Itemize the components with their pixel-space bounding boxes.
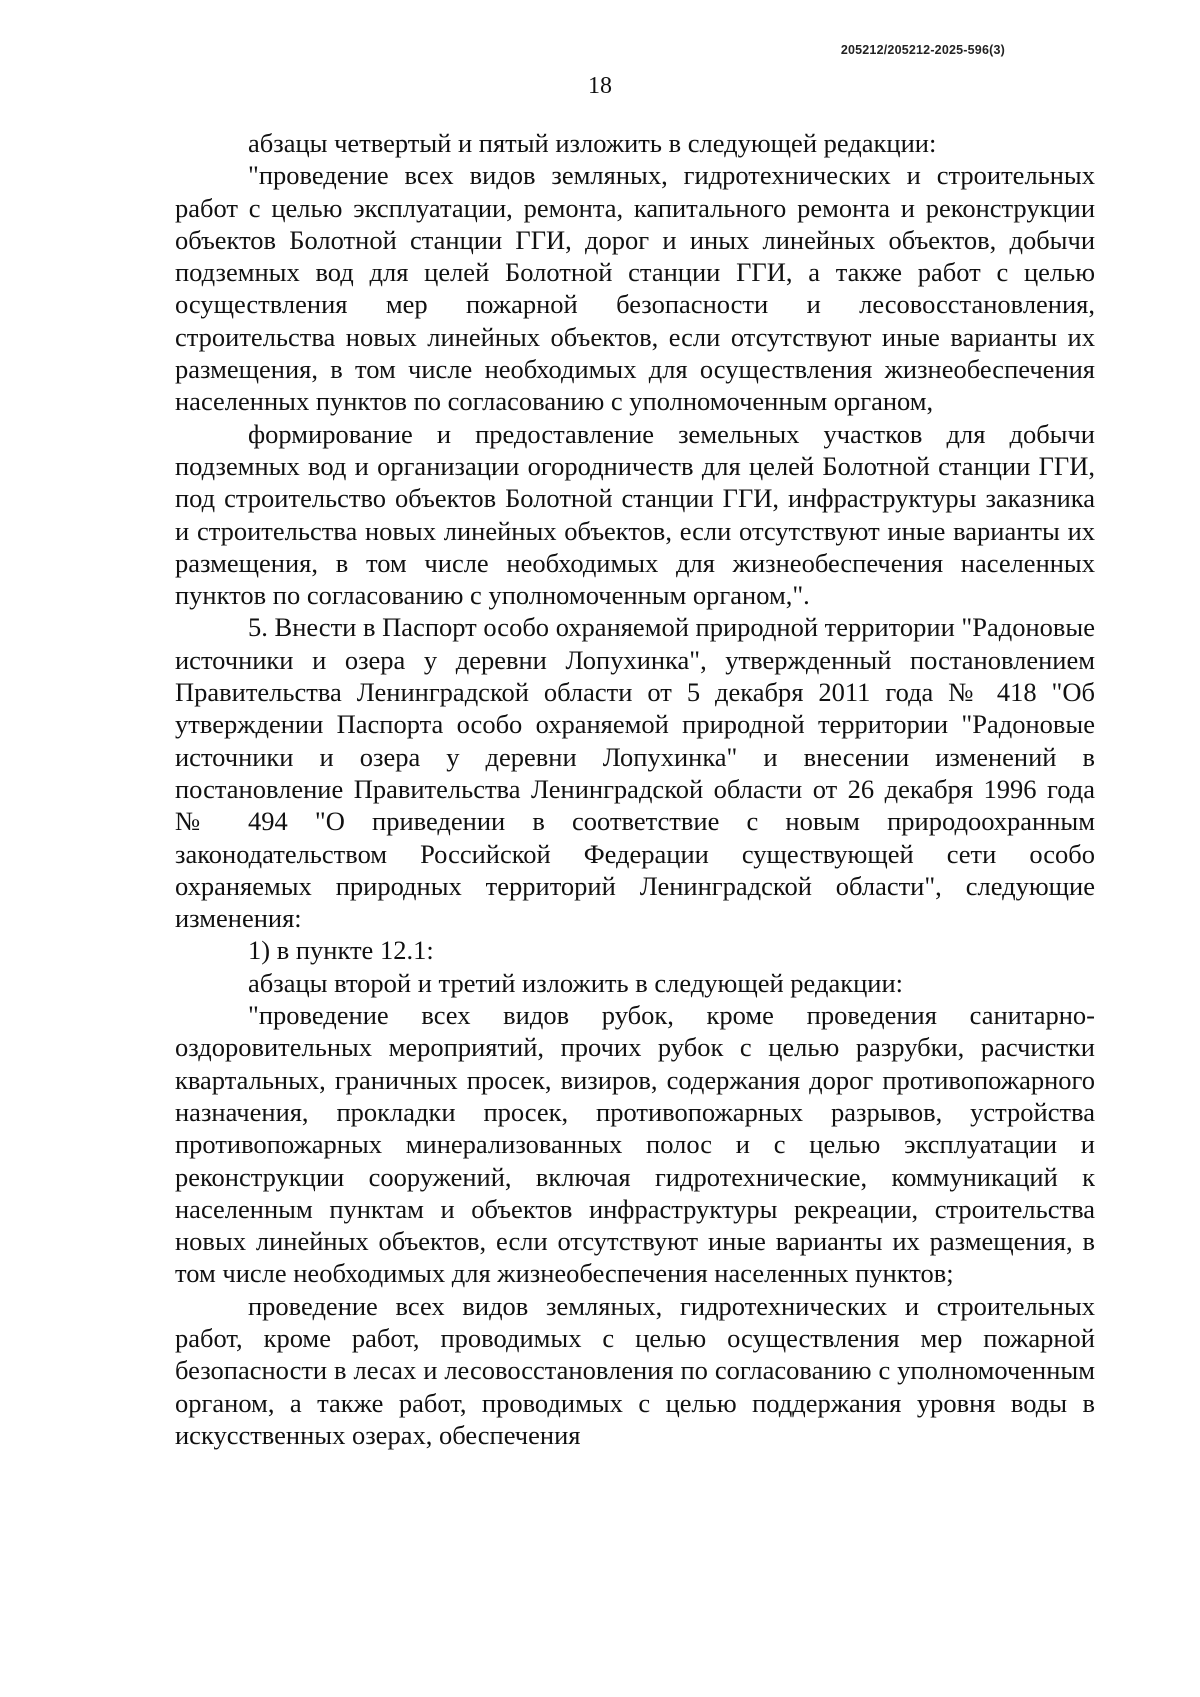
paragraph-item-5: 5. Внести в Паспорт особо охраняемой природной территории "Радоновые источники и озера у деревни Лопухинка", утвержденный постановлением Правительства Ленинградской области от 5 декабря 2011 года № 418 "Об утверждении Паспорта особо охраняемой природной территории "Радоновые источники и озера у деревни Лопухинка" и внесении изменений в постановление Правительства Ленинградской области от 26 декабря 1996 года № 494 "О приведении в соответствие с новым природоохранным законодательством Российской Федерации существующей сети особо охраняемых природных территорий Ленинградской области", следующие изменения: (175, 612, 1095, 934)
paragraph-earthworks-bog-station: "проведение всех видов земляных, гидротехнических и строительных работ с целью эксплуатации, ремонта, капитального ремонта и реконструкции объектов Болотной станции ГГИ, дорог и иных линейных объектов, добычи подземных вод для целей Болотной станции ГГИ, а также работ с целью осуществления мер пожарной безопасности и лесовосстановления, строительства новых линейных объектов, если отсутствуют иные варианты их размещения, в том числе необходимых для осуществления жизнеобеспечения населенных пунктов по согласованию с уполномоченным органом, (175, 160, 1095, 417)
paragraph-land-plots: формирование и предоставление земельных участков для добычи подземных вод и организации огородничеств для целей Болотной станции ГГИ, под строительство объектов Болотной станции ГГИ, инфраструктуры заказника и строительства новых линейных объектов, если отсутствуют иные варианты их размещения, в том числе необходимых для жизнеобеспечения населенных пунктов по согласованию с уполномоченным органом,". (175, 418, 1095, 611)
paragraph-earthworks: проведение всех видов земляных, гидротехнических и строительных работ, кроме работ, проводимых с целью осуществления мер пожарной безопасности в лесах и лесовосстановления по согласованию с уполномоченным органом, а также работ, проводимых с целью поддержания уровня воды в искусственных озерах, обеспечения (175, 1290, 1095, 1450)
page-number: 18 (588, 73, 612, 99)
document-body (175, 127, 1095, 1451)
paragraph-logging: "проведение всех видов рубок, кроме проведения санитарно-оздоровительных мероприятий, прочих рубок с целью разрубки, расчистки квартальных, граничных просек, визиров, содержания дорог противопожарного назначения, прокладки просек, противопожарных разрывов, устройства противопожарных минерализованных полос и с целью эксплуатации и реконструкции сооружений, включая гидротехнические, коммуникаций к населенным пунктам и объектов инфраструктуры рекреации, строительства новых линейных объектов, если отсутствуют иные варианты их размещения, в том числе необходимых для жизнеобеспечения населенных пунктов; (175, 1000, 1095, 1289)
paragraph-subitem-1: 1) в пункте 12.1: (248, 935, 434, 966)
paragraph-amendment-intro: абзацы четвертый и пятый изложить в следующей редакции: (248, 128, 937, 158)
paragraph-amendment-intro-2: абзацы второй и третий изложить в следующей редакции: (248, 967, 903, 998)
document-id: 205212/205212-2025-596(3) (840, 43, 1005, 57)
